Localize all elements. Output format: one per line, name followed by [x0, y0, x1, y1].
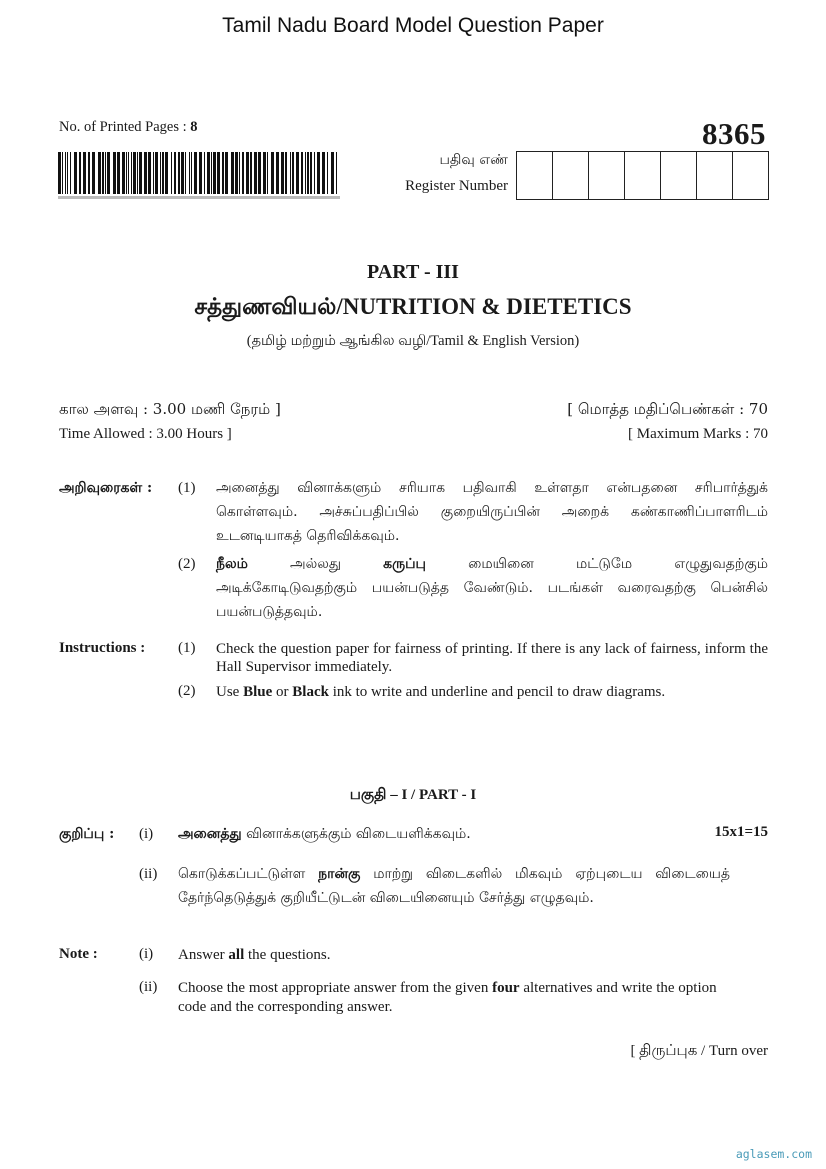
barcode-bar — [211, 152, 212, 194]
max-marks-english: [ Maximum Marks : 70 — [628, 426, 768, 442]
four-english: four — [492, 980, 520, 996]
barcode-bar — [305, 152, 306, 194]
english-instructions-label: Instructions : — [59, 640, 146, 656]
turn-over-note: [ திருப்புக / Turn over — [630, 1043, 768, 1059]
note-text: alternatives and write the option code and the corresponding answer. — [178, 980, 717, 1015]
barcode-bar — [290, 152, 291, 194]
note-number: (ii) — [139, 979, 158, 995]
barcode-bar — [307, 152, 309, 194]
barcode-bar — [148, 152, 151, 194]
barcode-image — [58, 152, 340, 194]
register-digit-box[interactable] — [625, 151, 661, 200]
register-label-english: Register Number — [405, 178, 508, 194]
note-number: (i) — [139, 946, 154, 962]
barcode-bar — [62, 152, 63, 194]
barcode-bar — [155, 152, 158, 194]
english-note-label: Note : — [59, 946, 98, 962]
note-text: Answer — [178, 947, 229, 963]
barcode-bar — [144, 152, 147, 194]
note-text: the questions. — [244, 947, 331, 963]
barcode-bar — [235, 152, 238, 194]
barcode-bar — [281, 152, 284, 194]
barcode-bar — [199, 152, 202, 194]
page-header-title: Tamil Nadu Board Model Question Paper — [222, 14, 604, 37]
max-marks-tamil: [ மொத்த மதிப்பெண்கள் : 70 — [567, 400, 768, 418]
tamil-note-1 — [178, 822, 678, 846]
ink-black-tamil: கருப்பு — [383, 556, 426, 572]
instruction-number: (2) — [178, 683, 196, 699]
instruction-text: or — [272, 684, 293, 700]
barcode-bar — [162, 152, 164, 194]
footer-watermark: aglasem.com — [735, 1147, 812, 1161]
instruction-text: Use — [216, 684, 244, 700]
english-note-1 — [178, 946, 730, 964]
barcode-bar — [107, 152, 110, 194]
barcode-bar — [296, 152, 299, 194]
note-text: வினாக்களுக்கும் விடையளிக்கவும். — [241, 826, 471, 842]
register-number-boxes[interactable] — [516, 151, 769, 200]
barcode-bar — [225, 152, 228, 194]
tamil-note-2 — [178, 862, 730, 910]
barcode-bar — [239, 152, 240, 194]
barcode-bar — [70, 152, 71, 194]
instruction-text: ink to write and underline and pencil to draw diagrams. — [328, 684, 666, 700]
barcode-bar — [194, 152, 197, 194]
barcode-digits-strip — [58, 194, 340, 202]
barcode-bar — [79, 152, 81, 194]
barcode-bar — [231, 152, 234, 194]
barcode-bar — [336, 152, 337, 194]
register-digit-box[interactable] — [517, 151, 553, 200]
instruction-text: மையினை மட்டுமே எழுதுவதற்கும் — [425, 556, 768, 572]
time-allowed-tamil: கால அளவு : 3.00 மணி நேரம் ] — [59, 400, 281, 418]
register-digit-box[interactable] — [733, 151, 769, 200]
note-number: (ii) — [139, 866, 158, 882]
barcode-bar — [317, 152, 320, 194]
barcode-bar — [88, 152, 90, 194]
barcode-bar — [314, 152, 315, 194]
barcode-bar — [139, 152, 142, 194]
barcode-bar — [178, 152, 180, 194]
barcode-bar — [58, 152, 61, 194]
barcode-bar — [207, 152, 210, 194]
barcode-bar — [113, 152, 116, 194]
barcode-bar — [131, 152, 132, 194]
barcode-bar — [258, 152, 261, 194]
printed-pages — [59, 119, 198, 136]
barcode-bar — [191, 152, 192, 194]
note-number: (i) — [139, 826, 154, 842]
tamil-instruction-2-rest: அடிக்கோடிடுவதற்கும் பயன்படுத்த வேண்டும். படங்கள் வரைவதற்கு பென்சில் பயன்படுத்தவும். — [216, 580, 768, 620]
english-instruction-2 — [216, 683, 768, 701]
barcode-bar — [254, 152, 257, 194]
barcode-bar — [322, 152, 325, 194]
printed-pages-value: 8 — [190, 119, 198, 135]
barcode-bar — [189, 152, 190, 194]
barcode-bar — [67, 152, 68, 194]
barcode-bar — [153, 152, 154, 194]
ink-blue-english: Blue — [243, 684, 273, 700]
barcode-bar — [204, 152, 205, 194]
note-text: Choose the most appropriate answer from the given — [178, 980, 493, 996]
tamil-instructions-label: அறிவுரைகள் : — [59, 480, 153, 496]
all-english: all — [228, 947, 245, 963]
barcode-bar — [185, 152, 186, 194]
or-tamil: அல்லது — [247, 556, 384, 572]
barcode-bar — [217, 152, 220, 194]
barcode-bar — [165, 152, 168, 194]
time-allowed-english: Time Allowed : 3.00 Hours ] — [59, 426, 232, 442]
tamil-note-label: குறிப்பு : — [59, 826, 115, 842]
barcode-bar — [213, 152, 216, 194]
barcode-bar — [74, 152, 77, 194]
barcode-bar — [181, 152, 184, 194]
barcode-bar — [263, 152, 266, 194]
part-title: PART - III — [367, 261, 459, 283]
barcode-bar — [276, 152, 279, 194]
barcode-bar — [102, 152, 104, 194]
barcode-bar — [292, 152, 294, 194]
barcode-bar — [117, 152, 120, 194]
barcode-bar — [83, 152, 86, 194]
barcode-bar — [105, 152, 106, 194]
register-label-tamil: பதிவு எண் — [439, 152, 508, 168]
english-note-2 — [178, 979, 730, 1017]
tamil-instruction-1: அனைத்து வினாக்களும் சரியாக பதிவாகி உள்ளதா என்பதனை சரிபார்த்துக் கொள்ளவும். அச்சுப்பதிப்பில் குறையிருப்பின் அறைக் கண்காணிப்பாளரிடம் உடனடியாகத் தெரிவிக்கவும். — [216, 480, 768, 544]
register-digit-box[interactable] — [589, 151, 625, 200]
barcode-bar — [310, 152, 312, 194]
version-note: (தமிழ் மற்றும் ஆங்கில வழி/Tamil & English Version) — [246, 333, 580, 349]
barcode-bar — [65, 152, 66, 194]
all-tamil: அனைத்து — [178, 826, 242, 842]
barcode-bar — [301, 152, 303, 194]
four-tamil: நான்கு — [318, 866, 361, 882]
ink-black-english: Black — [292, 684, 329, 700]
barcode-bar — [92, 152, 95, 194]
register-digit-box[interactable] — [661, 151, 697, 200]
time-marks-tamil-row — [59, 400, 768, 420]
barcode-bar — [271, 152, 274, 194]
barcode-bar — [122, 152, 125, 194]
subject-title: சத்துணவியல்/NUTRITION & DIETETICS — [194, 294, 632, 319]
barcode-bar — [250, 152, 252, 194]
barcode-bar — [133, 152, 136, 194]
ink-blue-tamil: நீலம் — [216, 556, 248, 572]
english-instruction-1: Check the question paper for fairness of printing. If there is any lack of fairness, inform the Hall Supervisor immediately. — [216, 641, 768, 675]
barcode-bar — [331, 152, 334, 194]
printed-pages-label: No. of Printed Pages : — [59, 119, 191, 135]
part-one-title: பகுதி – I / PART - I — [349, 787, 477, 803]
barcode-bar — [246, 152, 249, 194]
barcode-bar — [267, 152, 268, 194]
instruction-number: (2) — [178, 556, 196, 572]
barcode-bar — [171, 152, 172, 194]
register-digit-box[interactable] — [697, 151, 733, 200]
barcode-bar — [160, 152, 161, 194]
time-marks-english-row — [59, 426, 768, 443]
paper-code: 8365 — [702, 116, 766, 151]
section-marks: 15x1=15 — [714, 824, 768, 840]
register-digit-box[interactable] — [553, 151, 589, 200]
barcode-bar — [242, 152, 244, 194]
barcode-bar — [285, 152, 287, 194]
barcode-bar — [126, 152, 127, 194]
barcode-bar — [174, 152, 176, 194]
note-text: மாற்று விடைகளில் மிகவும் ஏற்புடைய விடையைத் தேர்ந்தெடுத்துக் குறியீட்டுடன் விடையினையும் சேர்த்து எழுதவும். — [178, 866, 730, 906]
barcode-bar — [98, 152, 101, 194]
barcode-bar — [327, 152, 328, 194]
tamil-instruction-2-line1 — [216, 552, 768, 576]
barcode-bar — [222, 152, 224, 194]
note-text: கொடுக்கப்பட்டுள்ள — [178, 866, 319, 882]
barcode-bar — [137, 152, 138, 194]
barcode-bar — [128, 152, 129, 194]
instruction-number: (1) — [178, 480, 196, 496]
instruction-number: (1) — [178, 640, 196, 656]
